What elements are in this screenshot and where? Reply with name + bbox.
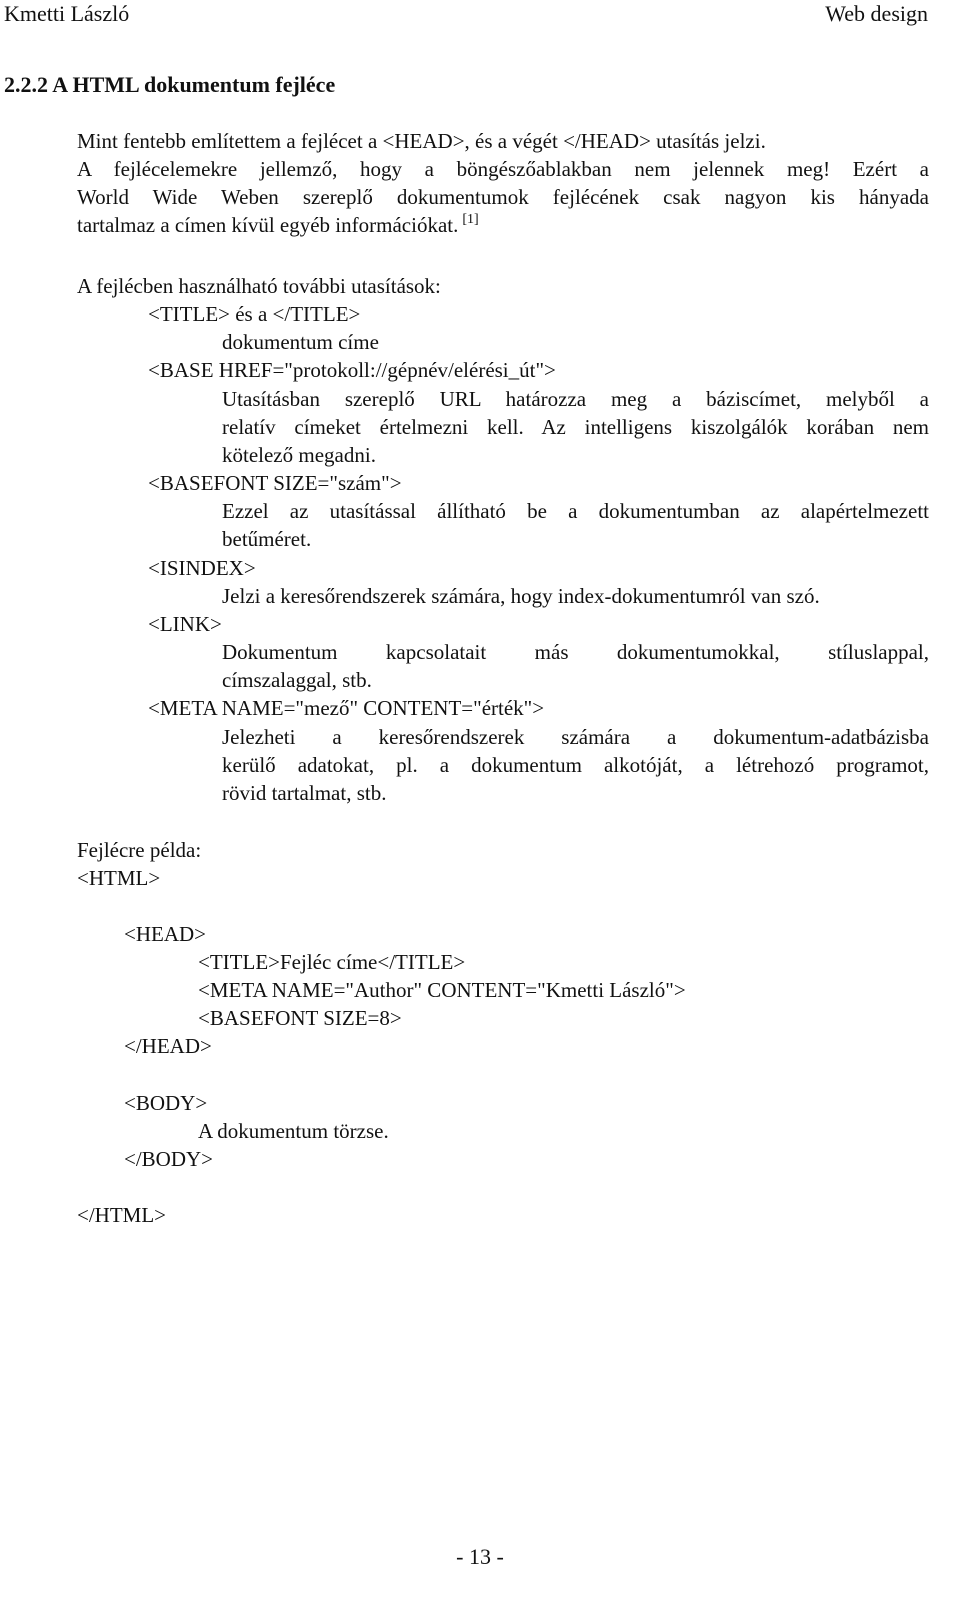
- header-author: Kmetti László: [4, 1, 130, 26]
- reference-superscript: [1]: [462, 212, 479, 227]
- tag-name: <BASEFONT SIZE="szám">: [148, 471, 402, 495]
- tag-description: [222, 497, 929, 553]
- example-code-line: <BODY>: [124, 1091, 208, 1115]
- example-code-line: <HTML>: [77, 866, 161, 890]
- example-code-line: <HEAD>: [124, 922, 207, 946]
- tag-description-line: dokumentum címe: [222, 330, 379, 354]
- example-code-line: </BODY>: [124, 1147, 214, 1171]
- example-code-line: <TITLE>Fejléc címe</TITLE>: [198, 950, 466, 974]
- intro-paragraph: [77, 127, 929, 239]
- tag-description-line: Ezzel az utasítással állítható be a dokumentumban az alapértelmezett: [222, 499, 929, 523]
- tag-name: <BASE HREF="protokoll://gépnév/elérési_út">: [148, 358, 556, 382]
- tag-name: <LINK>: [148, 612, 222, 636]
- intro-line: tartalmaz a címen kívül egyéb információkat.: [77, 213, 459, 237]
- tag-description-line: kötelező megadni.: [222, 443, 376, 467]
- tag-name: <TITLE> és a </TITLE>: [148, 302, 361, 326]
- example-code-line: <META NAME="Author" CONTENT="Kmetti László">: [198, 978, 686, 1002]
- header-subject: Web design: [825, 1, 928, 26]
- tag-name: <META NAME="mező" CONTENT="érték">: [148, 696, 545, 720]
- tag-description-line: címszalaggal, stb.: [222, 668, 372, 692]
- example-code-line: </HTML>: [77, 1203, 167, 1227]
- tag-description-line: Jelzi a keresőrendszerek számára, hogy index-dokumentumról van szó.: [222, 584, 820, 608]
- tag-description-line: betűméret.: [222, 527, 312, 551]
- tag-description-line: relatív címeket értelmezni kell. Az intelligens kiszolgálók korában nem: [222, 415, 929, 439]
- example-code-line: A dokumentum törzse.: [198, 1119, 389, 1143]
- tags-intro: A fejlécben használható további utasítások:: [77, 274, 441, 298]
- page-number: - 13 -: [456, 1544, 504, 1569]
- intro-line: World Wide Weben szereplő dokumentumok fejlécének csak nagyon kis hányada: [77, 185, 929, 209]
- tag-description-line: Jelezheti a keresőrendszerek számára a dokumentum-adatbázisba: [222, 725, 929, 749]
- tag-name: <ISINDEX>: [148, 556, 256, 580]
- tag-description: [222, 328, 929, 356]
- example-code-line: <BASEFONT SIZE=8>: [198, 1006, 402, 1030]
- tag-description: [222, 638, 929, 694]
- example-code-line: </HEAD>: [124, 1034, 212, 1058]
- intro-line-last: [77, 211, 929, 239]
- tag-description-line: Dokumentum kapcsolatait más dokumentumokkal, stíluslappal,: [222, 640, 929, 664]
- tag-description: [222, 582, 929, 610]
- section-title: 2.2.2 A HTML dokumentum fejléce: [4, 72, 336, 97]
- example-label: Fejlécre példa:: [77, 838, 202, 862]
- intro-line: A fejlécelemekre jellemző, hogy a böngészőablakban nem jelennek meg! Ezért a: [77, 157, 929, 181]
- tag-description-line: kerülő adatokat, pl. a dokumentum alkotóját, a létrehozó programot,: [222, 753, 929, 777]
- tag-description-line: Utasításban szereplő URL határozza meg a báziscímet, melyből a: [222, 387, 929, 411]
- tag-description: [222, 723, 929, 807]
- tag-description: [222, 385, 929, 469]
- tag-description-line: rövid tartalmat, stb.: [222, 781, 387, 805]
- intro-line: Mint fentebb említettem a fejlécet a <HEAD>, és a végét </HEAD> utasítás jelzi.: [77, 129, 766, 153]
